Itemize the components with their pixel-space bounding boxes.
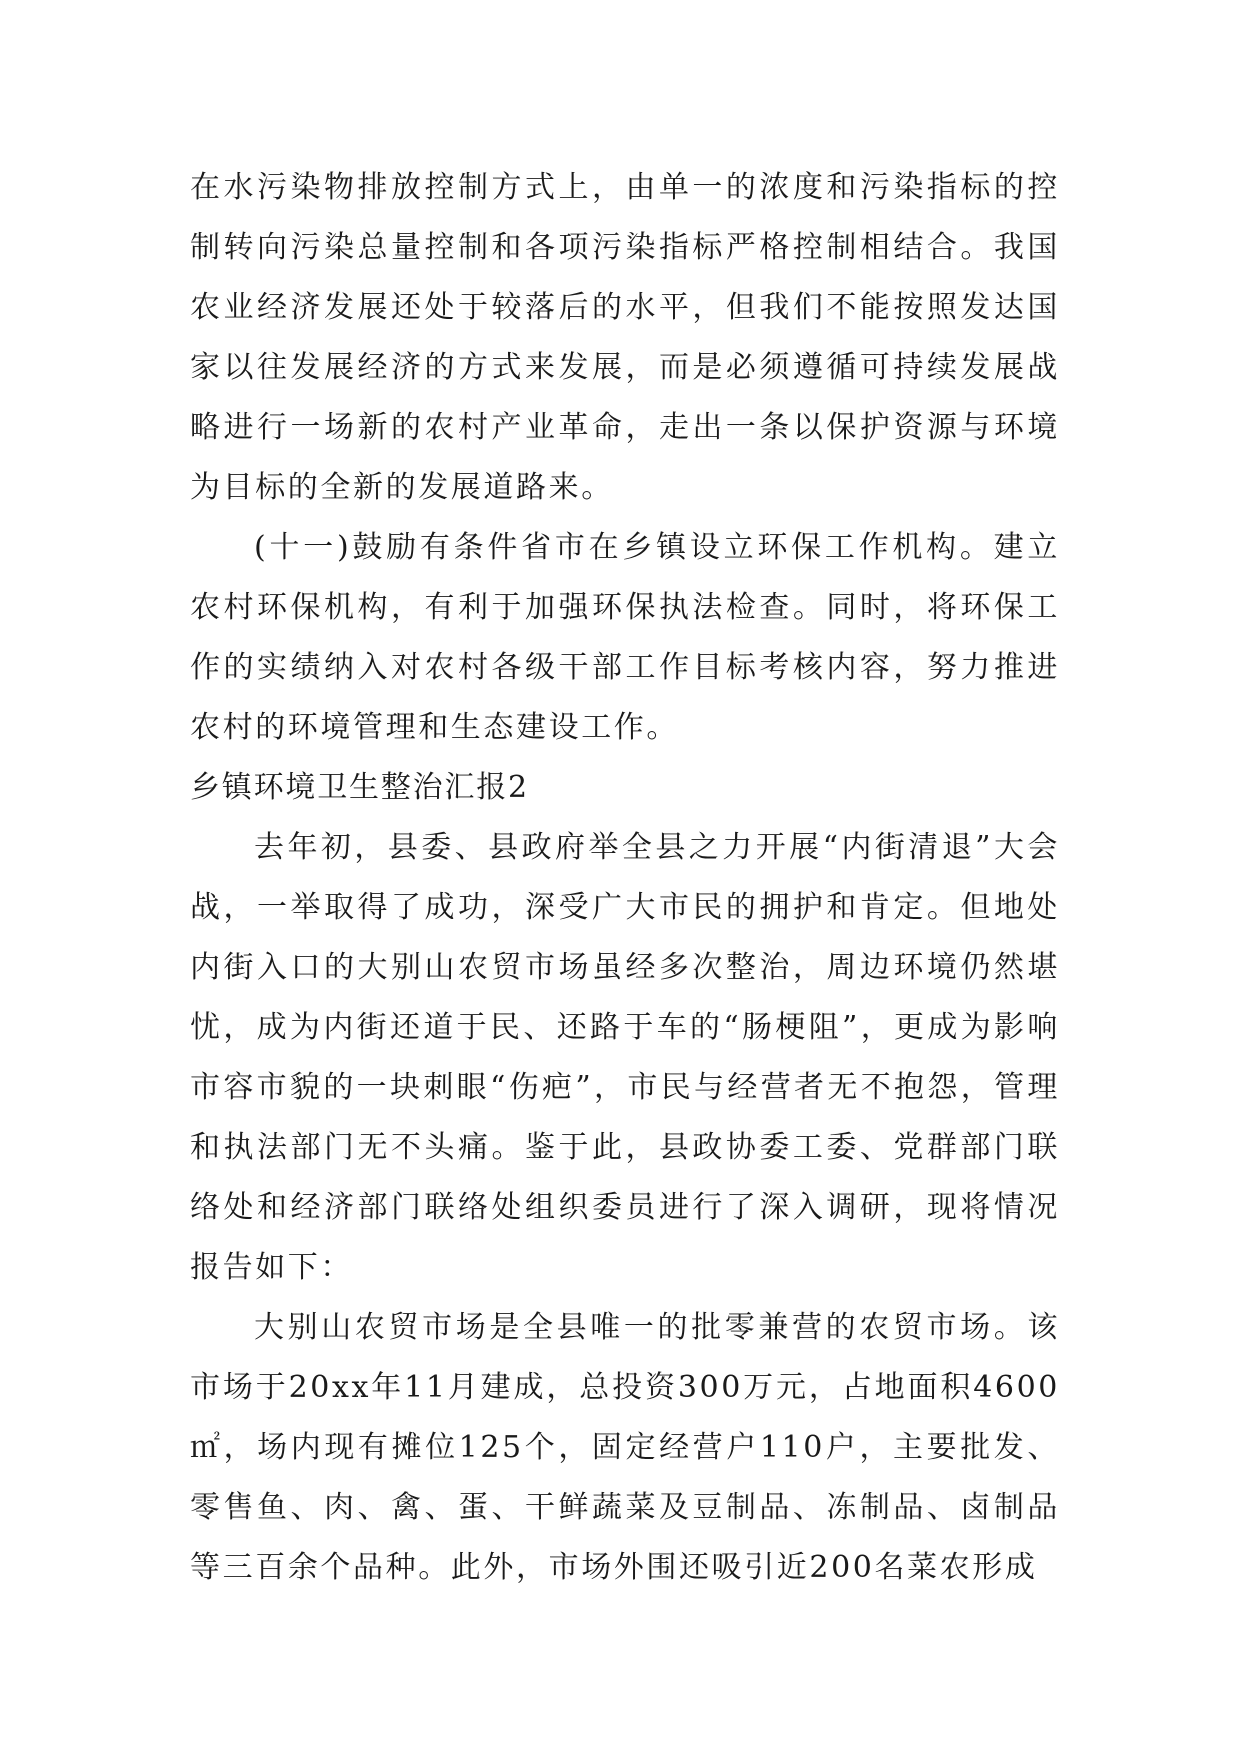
document-page [190, 158, 1060, 1598]
section-heading: 乡镇环境卫生整治汇报2 [190, 770, 529, 805]
paragraph-water-pollution: 在水污染物排放控制方式上，由单一的浓度和污染指标的控制转向污染总量控制和各项污染指标严格控制相结合。我国农业经济发展还处于较落后的水平，但我们不能按照发达国家以往发展经济的方式来发展，而是必须遵循可持续发展战略进行一场新的农村产业革命，走出一条以保护资源与环境为目标的全新的发展道路来。 [190, 170, 1060, 505]
paragraph-market-details: 大别山农贸市场是全县唯一的批零兼营的农贸市场。该市场于20xx年11月建成，总投资300万元，占地面积4600㎡，场内现有摊位125个，固定经营户110户，主要批发、零售鱼、肉、禽、蛋、干鲜蔬菜及豆制品、冻制品、卤制品等三百余个品种。此外，市场外围还吸引近200名菜农形成 [190, 1310, 1060, 1585]
paragraph-market-background: 去年初，县委、县政府举全县之力开展“内街清退”大会战，一举取得了成功，深受广大市民的拥护和肯定。但地处内街入口的大别山农贸市场虽经多次整治，周边环境仍然堪忧，成为内街还道于民、还路于车的“肠梗阻”，更成为影响市容市貌的一块刺眼“伤疤”，市民与经营者无不抱怨，管理和执法部门无不头痛。鉴于此，县政协委工委、党群部门联络处和经济部门联络处组织委员进行了深入调研，现将情况报告如下： [190, 830, 1060, 1285]
paragraph-rural-env-agency: (十一)鼓励有条件省市在乡镇设立环保工作机构。建立农村环保机构，有利于加强环保执法检查。同时，将环保工作的实绩纳入对农村各级干部工作目标考核内容，努力推进农村的环境管理和生态建设工作。 [190, 530, 1060, 745]
